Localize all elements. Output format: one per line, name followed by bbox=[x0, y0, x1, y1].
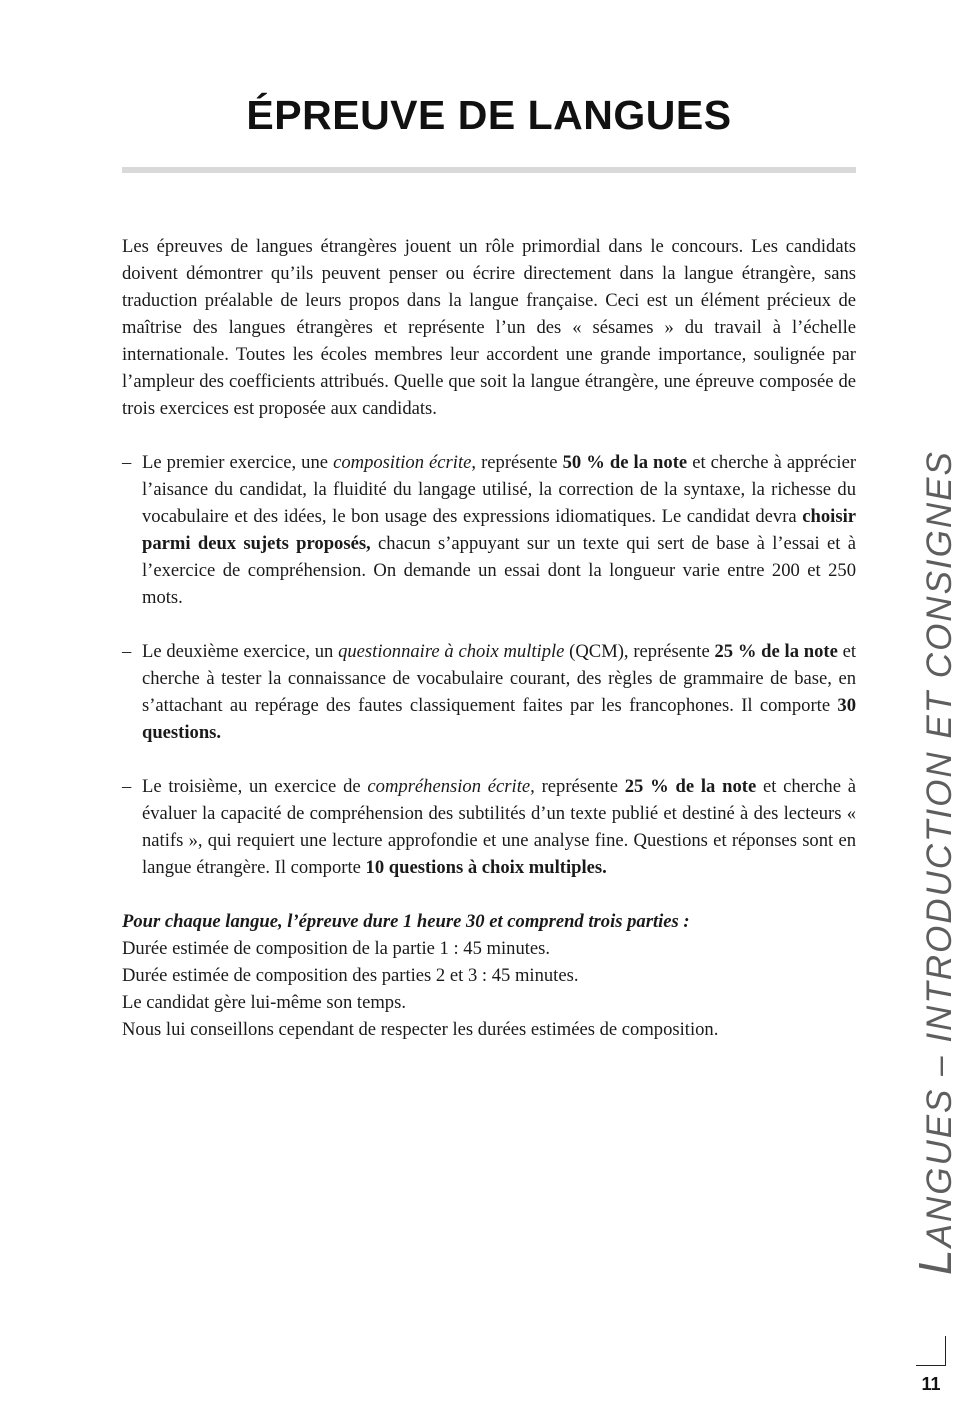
side-title-initial: L bbox=[909, 1247, 961, 1275]
item-bold: 25 % de la note bbox=[624, 776, 757, 797]
item-text: Le troisième, un exercice de bbox=[142, 776, 368, 797]
page-title: ÉPREUVE DE LANGUES bbox=[246, 92, 732, 138]
item-emphasis: composition écrite bbox=[333, 452, 472, 473]
list-item-first-exercise bbox=[122, 449, 856, 611]
page-number: 11 bbox=[921, 1374, 941, 1394]
section-side-title bbox=[908, 450, 962, 1275]
closing-line: Le candidat gère lui-même son temps. bbox=[122, 992, 406, 1013]
title-underline bbox=[122, 167, 856, 173]
side-title-rest: ANGUES – INTRODUCTION ET CONSIGNES bbox=[920, 450, 959, 1248]
item-text: et cherche à évaluer la capacité de compréhension des subtilités d’un texte publié et destiné à des lecteurs « natifs », qui requiert une lecture approfondie et une analyse fine. Questions et réponses sont en langue étrangère. Il comporte bbox=[142, 776, 857, 878]
body-text bbox=[122, 233, 856, 1043]
item-text: Le premier exercice, une bbox=[142, 452, 334, 473]
list-dash: – bbox=[122, 641, 132, 662]
item-bold: 10 questions à choix multiples. bbox=[365, 857, 607, 878]
intro-paragraph: Les épreuves de langues étrangères jouent un rôle primordial dans le concours. Les candidats doivent démontrer qu’ils peuvent penser ou écrire directement dans la langue étrangère, sans traduction préalable de leurs propos dans la langue française. Ceci est un élément précieux de maîtrise des langues étrangères et représente l’un des « sésames » du travail à l’échelle internationale. Toutes les écoles membres leur accordent une grande importance, soulignée par l’ampleur des coefficients attribués. Quelle que soit la langue étrangère, une épreuve composée de trois exercices est proposée aux candidats. bbox=[122, 236, 856, 419]
list-item-third-exercise bbox=[122, 773, 856, 881]
item-text: (QCM), représente bbox=[564, 641, 715, 662]
item-text: chacun s’appuyant sur un texte qui sert de base à l’essai et à l’exercice de compréhension. On demande un essai dont la longueur varie entre 200 et 250 mots. bbox=[142, 533, 856, 608]
item-bold: choisir parmi deux sujets proposés, bbox=[142, 506, 856, 554]
page-number-corner-mark bbox=[916, 1336, 946, 1366]
closing-line: Nous lui conseillons cependant de respecter les durées estimées de composition. bbox=[122, 1019, 719, 1040]
closing-line: Durée estimée de composition de la partie 1 : 45 minutes. bbox=[122, 938, 551, 959]
item-text: et cherche à tester la connaissance de vocabulaire courant, des règles de grammaire de base, en s’attachant au repérage des fautes classiquement faites par les francophones. Il comporte bbox=[142, 641, 857, 716]
closing-line: Durée estimée de composition des parties 2 et 3 : 45 minutes. bbox=[122, 965, 579, 986]
item-text: et cherche à apprécier l’aisance du candidat, la fluidité du langage utilisé, la correction de la syntaxe, la richesse du vocabulaire et des idées, le bon usage des expressions idiomatiques. Le candidat devra bbox=[142, 452, 857, 527]
item-bold: 50 % de la note bbox=[562, 452, 688, 473]
list-dash: – bbox=[122, 776, 132, 797]
item-bold: 30 questions. bbox=[142, 695, 856, 743]
item-bold: 25 % de la note bbox=[714, 641, 838, 662]
item-text: Le deuxième exercice, un bbox=[142, 641, 339, 662]
closing-block bbox=[122, 908, 856, 1043]
item-text: , représente bbox=[471, 452, 563, 473]
closing-lead: Pour chaque langue, l’épreuve dure 1 heure 30 et comprend trois parties : bbox=[122, 911, 690, 932]
item-emphasis: questionnaire à choix multiple bbox=[338, 641, 565, 662]
list-item-second-exercise bbox=[122, 638, 856, 746]
item-emphasis: compréhension écrite, bbox=[367, 776, 535, 797]
list-dash: – bbox=[122, 452, 132, 473]
item-text: représente bbox=[534, 776, 625, 797]
